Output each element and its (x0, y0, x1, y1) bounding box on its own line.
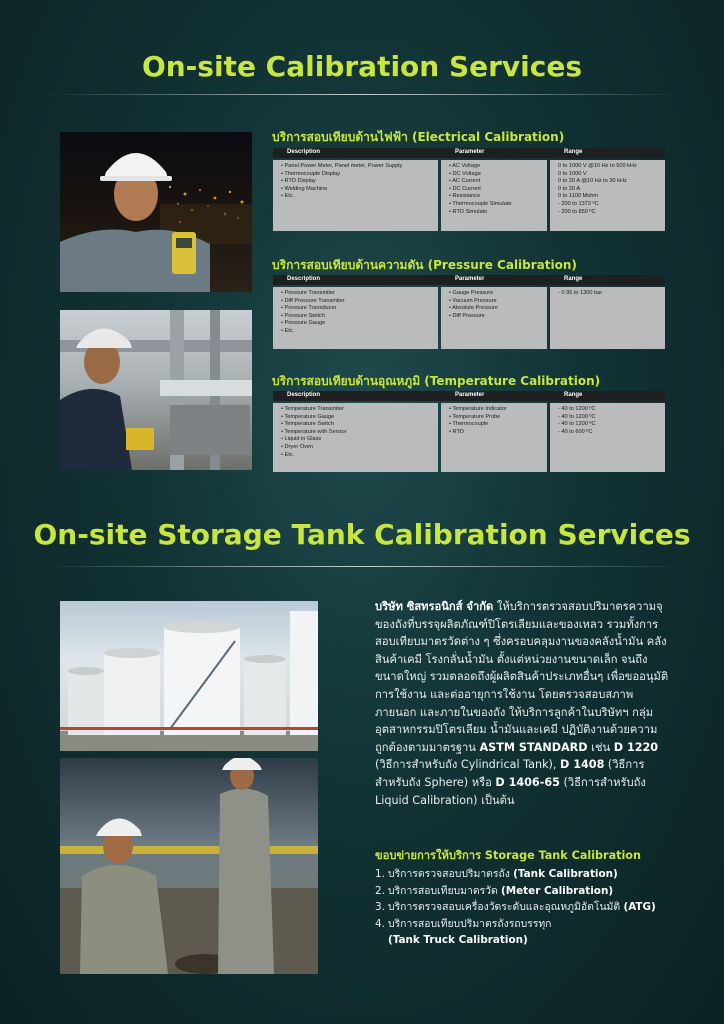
parameter-cell: • Temperature Indicator • Temperature Probe • Thermocouple • RTD (441, 403, 547, 472)
description-cell: • Pressure Transmiter • Diff Pressure Transmiter • Pressure Transducer • Pressure Switch • Pressure Gauge • Etc. (273, 287, 438, 349)
pressure-calibration-table (273, 275, 665, 349)
standard-d1408: D 1408 (560, 758, 605, 772)
paragraph-text: (วิธีการสำหรับถัง Liquid Calibration) เป็นต้น (375, 775, 646, 807)
column-header-parameter: Parameter (455, 392, 485, 398)
pressure-calibration-heading: บริการสอบเทียบด้านความดัน (Pressure Calibration) (272, 258, 577, 272)
paragraph-text: เช่น (587, 740, 614, 754)
storage-description-paragraph (375, 598, 670, 809)
standard-d1406: D 1406-65 (495, 775, 560, 789)
column-header-parameter: Parameter (455, 149, 485, 155)
divider (40, 566, 684, 567)
parameter-cell: • AC Voltage • DC Voltage • AC Current • DC Current • Resistance • Thermocouple Simulate • RTD Simulate (441, 160, 547, 231)
column-header-description: Description (287, 392, 321, 398)
pipeline-technician-photo (60, 310, 252, 470)
range-cell: 0 to 1000 V @10 Hz to 500 kHz 0 to 1000 V 0 to 20 A @10 Hz to 30 kHz 0 to 20 A 0 to 1100 Mohm - 200 to 1372 ºC - 200 to 850 ºC (550, 160, 665, 231)
electrical-calibration-heading: บริการสอบเทียบด้านไฟฟ้า (Electrical Calibration) (272, 130, 565, 144)
electrical-calibration-table (273, 148, 665, 231)
parameter-cell: • Gauge Pressure • Vacuum Pressure • Absolute Pressure • Diff Pressure (441, 287, 547, 349)
standard-d1220: D 1220 (613, 740, 659, 754)
range-cell: - 40 to 1200 ºC - 40 to 1200 ºC - 40 to 1200 ºC - 40 to 600 ºC (550, 403, 665, 472)
paragraph-text: (วิธีการสำหรับถัง Sphere) หรือ (375, 758, 645, 789)
column-header-parameter: Parameter (455, 276, 485, 282)
company-name: บริษัท ซิสทรอนิกส์ จำกัด (375, 600, 494, 613)
astm-standard: ASTM STANDARD (479, 740, 588, 754)
paragraph-text: (วิธีการสำหรับถัง Cylindrical Tank), (375, 758, 561, 772)
list-item: 1. บริการตรวจสอบปริมาตรถัง (Tank Calibration) (375, 868, 618, 880)
technician-photo (60, 132, 252, 292)
table-header (273, 275, 665, 285)
column-header-range: Range (564, 392, 583, 398)
column-header-description: Description (287, 149, 321, 155)
column-header-description: Description (287, 276, 321, 282)
column-header-range: Range (564, 276, 583, 282)
list-item: 3. บริการตรวจสอบเครื่องวัดระดับและอุณหภูมิอัตโนมัติ (ATG) (375, 901, 656, 913)
list-item: 2. บริการสอบเทียบมาตรวัด (Meter Calibration) (375, 884, 614, 897)
list-item: 4. บริการสอบเทียบปริมาตรถังรถบรรทุก (Tank Truck Calibration) (375, 917, 552, 946)
table-header (273, 391, 665, 401)
temperature-calibration-table (273, 391, 665, 472)
table-header (273, 148, 665, 158)
paragraph-text: ให้บริการตรวจสอบปริมาตรความจุของถังที่บรรจุผลิตภัณฑ์ปิโตรเลียมและของเหลว รวมทั้งการสอบเทียบมาตรวัดต่าง ๆ ซึ่งครอบคลุมงานของคลังน้ำมัน คลังสินค้าเคมี โรงกลั่นน้ำมัน ตั้งแต่หน่วยงานขนาดเล็ก จนถึงขนาดใหญ่ รวมตลอดถึงผู้ผลิตสินค้าประเภทอื่นๆ เพื่อขออนุมัติการใช้งาน และต่ออายุการใช้งาน โดยตรวจสอบสภาพภายนอก และภายในของถัง ให้บริการลูกค้าในบริษัทฯ กลุ่มอุตสาหกรรมปิโตรเลียม น้ำมันและเคมี ปฏิบัติงานด้วยความถูกต้องตามมาตรฐาน (375, 600, 669, 754)
column-header-range: Range (564, 149, 583, 155)
section-title-onsite-calibration: On-site Calibration Services (141, 50, 583, 83)
divider (40, 94, 684, 95)
temperature-calibration-heading: บริการสอบเทียบด้านอุณหภูมิ (Temperature Calibration) (272, 374, 601, 388)
range-cell: - 0.95 to 1300 bar (550, 287, 665, 349)
section-title-storage-tank-calibration: On-site Storage Tank Calibration Services (33, 518, 691, 551)
service-scope-heading: ขอบข่ายการให้บริการ Storage Tank Calibration (375, 849, 641, 862)
engineers-photo (60, 758, 318, 974)
description-cell: • Temperature Transmiter • Temperature Gauge • Temperature Switch • Temperature with Sensor • Liquid in Glass • Dryer Oven • Etc. (273, 403, 438, 472)
service-list (375, 866, 675, 949)
description-cell: • Panel Power Meter, Panel meter, Power Supply • Thermocouple Display • RTD Display • Welding Machine • Etc. (273, 160, 438, 231)
storage-tanks-photo (60, 601, 318, 751)
